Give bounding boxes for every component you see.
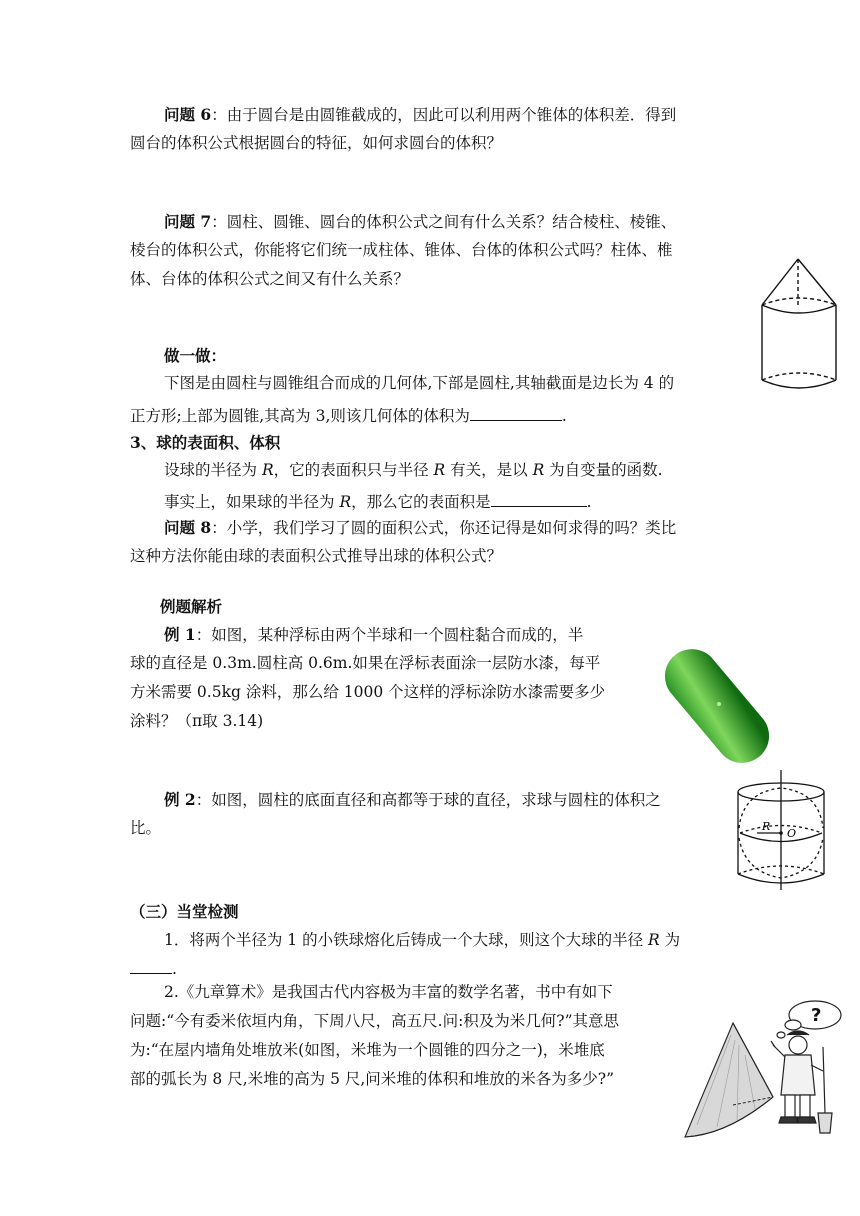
- q6-line2: 圆台的体积公式根据圆台的特征，如何求圆台的体积？: [130, 134, 503, 152]
- section3-p1: 设球的半径为 R，它的表面积只与半径 R 有关，是以 R 为自变量的函数.: [164, 461, 663, 479]
- center-label: O: [787, 827, 797, 840]
- q6-label: 问题 6: [164, 105, 212, 124]
- section3-heading: 3、球的表面积、体积: [130, 433, 281, 452]
- ex1-line1: 例 1：如图，某种浮标由两个半球和一个圆柱黏合而成的，半: [164, 625, 584, 644]
- examples-heading: 例题解析: [160, 597, 223, 616]
- check-p1-line1: 1．将两个半径为 1 的小铁球熔化后铸成一个大球，则这个大球的半径 R 为: [164, 931, 681, 949]
- ex1-line4: 涂料？（π取 3.14): [130, 712, 264, 730]
- check-p2-line1: 2.《九章算术》是我国古代内容极为丰富的数学名著，书中有如下: [164, 983, 613, 1001]
- answer-blank[interactable]: [491, 492, 587, 507]
- q7-line3: 体、台体的体积公式之间又有什么关系？: [130, 270, 410, 288]
- ex2-label: 例 2: [164, 790, 196, 809]
- answer-blank[interactable]: [470, 406, 562, 421]
- check-heading: （三）当堂检测: [130, 902, 239, 921]
- answer-blank[interactable]: [130, 959, 172, 974]
- q6-line1: 问题 6：由于圆台是由圆锥截成的，因此可以利用两个锥体的体积差．得到: [164, 105, 677, 124]
- cone-cylinder-figure: [755, 255, 845, 400]
- q7-line2: 棱台的体积公式，你能将它们统一成柱体、锥体、台体的体积公式吗？柱体、椎: [130, 241, 673, 259]
- ex2-line2: 比。: [130, 819, 162, 837]
- rice-pile-figure: [675, 985, 850, 1145]
- q8-line2: 这种方法你能由球的表面积公式推导出球的体积公式？: [130, 547, 503, 565]
- buoy-figure: [655, 630, 775, 780]
- ex1-line2: 球的直径是 0.3m.圆柱高 0.6m.如果在浮标表面涂一层防水漆，每平: [130, 654, 601, 672]
- check-p1-line2: .: [130, 959, 177, 978]
- q8-label: 问题 8: [164, 518, 212, 537]
- sphere-in-cylinder-figure: [735, 768, 830, 893]
- q7-label: 问题 7: [164, 212, 212, 231]
- ex1-label: 例 1: [164, 625, 196, 644]
- check-p2-line2: 问题:“今有委米依垣内角，下周八尺，高五尺.问:积及为米几何?”其意思: [130, 1012, 620, 1030]
- question-mark-icon: ?: [811, 1005, 822, 1026]
- radius-label: R: [762, 820, 771, 833]
- try-it-line2: 正方形;上部为圆锥,其高为 3,则该几何体的体积为 .: [130, 407, 567, 425]
- q7-line1: 问题 7：圆柱、圆锥、圆台的体积公式之间有什么关系？结合棱柱、棱锥、: [164, 212, 677, 231]
- check-p2-line3: 为:“在屋内墙角处堆放米(如图，米堆为一个圆锥的四分之一)，米堆底: [130, 1041, 605, 1059]
- section3-p2: 事实上，如果球的半径为 R，那么它的表面积是 .: [164, 493, 592, 511]
- ex2-line1: 例 2：如图，圆柱的底面直径和高都等于球的直径，求球与圆柱的体积之: [164, 790, 661, 809]
- q8-line1: 问题 8：小学，我们学习了圆的面积公式，你还记得是如何求得的吗？类比: [164, 518, 677, 537]
- ex1-line3: 方米需要 0.5kg 涂料，那么给 1000 个这样的浮标涂防水漆需要多少: [130, 683, 606, 701]
- try-it-heading: 做一做：: [164, 346, 227, 365]
- try-it-line1: 下图是由圆柱与圆锥组合而成的几何体,下部是圆柱,其轴截面是边长为 4 的: [164, 374, 675, 392]
- check-p2-line4: 部的弧长为 8 尺,米堆的高为 5 尺,问米堆的体积和堆放的米各为多少?”: [130, 1070, 615, 1088]
